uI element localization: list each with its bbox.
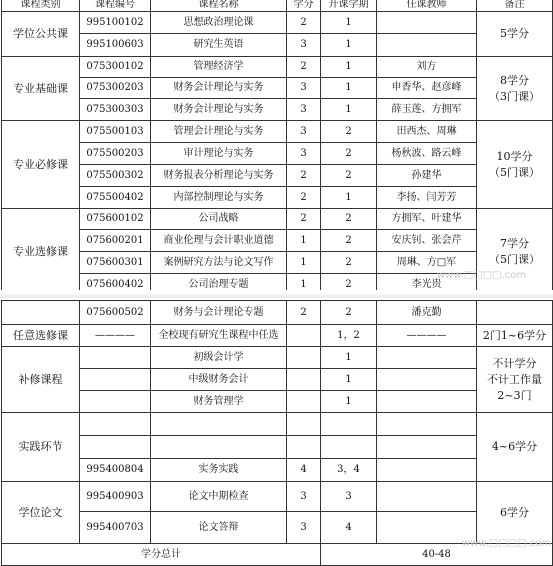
course-credit: 2 xyxy=(287,209,321,230)
course-teacher xyxy=(377,391,477,413)
course-credit: 3 xyxy=(287,143,321,165)
course-code: 075300102 xyxy=(80,57,151,78)
header-teacher: 任课教师 xyxy=(377,0,477,12)
course-code: 075600402 xyxy=(80,274,151,296)
course-code xyxy=(80,347,151,369)
table-row xyxy=(2,57,553,78)
course-term: 2 xyxy=(321,121,377,143)
course-code: 075600301 xyxy=(80,252,151,274)
course-term: 2 xyxy=(321,252,377,274)
course-name: 论文中期检查 xyxy=(151,482,287,512)
course-credit: 4 xyxy=(287,459,321,482)
course-name: 案例研究方法与论文写作 xyxy=(151,252,287,274)
note-line: 2~3门 xyxy=(497,388,532,402)
course-term: 1 xyxy=(321,347,377,369)
course-code: 995400703 xyxy=(80,512,151,544)
course-teacher xyxy=(377,413,477,436)
course-code xyxy=(80,436,151,459)
course-teacher xyxy=(377,482,477,512)
table-row xyxy=(2,143,553,165)
course-name: 内部控制理论与实务 xyxy=(151,187,287,209)
course-teacher: 李光贵 xyxy=(377,274,477,296)
course-table-bottom xyxy=(1,300,553,566)
course-teacher: 刘方 xyxy=(377,57,477,78)
course-name: 实务实践 xyxy=(151,459,287,482)
course-teacher: 孙建华 xyxy=(377,165,477,187)
course-name: 财务会计理论与实务 xyxy=(151,78,287,99)
course-teacher: 方拥军、叶建华 xyxy=(377,209,477,230)
table-row xyxy=(2,325,553,347)
course-name: 管理会计理论与实务 xyxy=(151,121,287,143)
course-term: 2 xyxy=(321,301,377,325)
header-term: 开课学期 xyxy=(321,0,377,12)
course-term: 1 xyxy=(321,187,377,209)
watermark-text: www.□□□□.com xyxy=(437,270,527,281)
category-label: 学位论文 xyxy=(2,482,80,544)
header-row xyxy=(2,0,553,12)
table-row xyxy=(2,413,553,436)
course-name xyxy=(151,413,287,436)
note-line: 8学分 xyxy=(500,73,529,87)
note-line: 不计学分 xyxy=(492,356,537,370)
course-table-top xyxy=(1,0,553,296)
note-line: （5门课） xyxy=(489,165,540,179)
course-name: 商业伦理与会计职业道德 xyxy=(151,230,287,252)
course-term xyxy=(321,436,377,459)
table-row xyxy=(2,301,553,325)
category-label: 实践环节 xyxy=(2,413,80,482)
course-term: 1 xyxy=(321,34,377,57)
category-note xyxy=(477,347,553,413)
category-note: 5学分 xyxy=(477,12,553,57)
course-code xyxy=(80,391,151,413)
table-row xyxy=(2,459,553,482)
category-label: 任意选修课 xyxy=(2,325,80,347)
course-term: 1 xyxy=(321,12,377,34)
table-row xyxy=(2,391,553,413)
course-name: 全校现有研究生课程中任选 xyxy=(151,325,287,347)
course-name: 财务会计理论与实务 xyxy=(151,99,287,121)
table-row xyxy=(2,436,553,459)
course-code: 075600201 xyxy=(80,230,151,252)
course-teacher: 申香华、赵彦峰 xyxy=(377,78,477,99)
course-name: 财务报表分析理论与实务 xyxy=(151,165,287,187)
course-credit: 2 xyxy=(287,187,321,209)
course-teacher: 潘克勤 xyxy=(377,301,477,325)
course-teacher xyxy=(377,347,477,369)
course-teacher xyxy=(377,34,477,57)
course-code: 075500302 xyxy=(80,165,151,187)
course-credit: 2 xyxy=(287,12,321,34)
page-break-shade xyxy=(0,294,553,298)
course-credit: 3 xyxy=(287,121,321,143)
course-term xyxy=(321,413,377,436)
course-term: 2 xyxy=(321,230,377,252)
category-label: 补修课程 xyxy=(2,347,80,413)
table-row xyxy=(2,99,553,121)
note-line: 10学分 xyxy=(496,149,533,163)
course-teacher xyxy=(377,369,477,391)
course-term: 1 xyxy=(321,369,377,391)
course-code: 995100603 xyxy=(80,34,151,57)
category-label: 专业基础课 xyxy=(2,57,80,121)
course-credit xyxy=(287,347,321,369)
course-name: 财务与会计理论专题 xyxy=(151,301,287,325)
course-term: 3 xyxy=(321,482,377,512)
course-credit: 3 xyxy=(287,34,321,57)
total-label: 学分总计 xyxy=(2,544,321,566)
course-teacher: 杨秋波、路云峰 xyxy=(377,143,477,165)
table-row xyxy=(2,12,553,34)
course-name xyxy=(151,436,287,459)
course-teacher xyxy=(377,459,477,482)
course-term: 2 xyxy=(321,209,377,230)
table-row xyxy=(2,369,553,391)
course-name: 管理经济学 xyxy=(151,57,287,78)
course-code xyxy=(80,369,151,391)
category-note: 2门1~6学分 xyxy=(477,325,553,347)
course-credit: 1 xyxy=(287,230,321,252)
category-note-continued xyxy=(477,301,553,325)
header-category: 课程类别 xyxy=(2,0,80,12)
course-name: 公司战略 xyxy=(151,209,287,230)
course-credit xyxy=(287,369,321,391)
category-label: 学位公共课 xyxy=(2,12,80,57)
category-note: 6学分 xyxy=(477,482,553,544)
table-row xyxy=(2,347,553,369)
course-credit: 3 xyxy=(287,512,321,544)
course-code: 075500402 xyxy=(80,187,151,209)
course-name: 中级财务会计 xyxy=(151,369,287,391)
course-term: 3，4 xyxy=(321,459,377,482)
table-row xyxy=(2,34,553,57)
course-teacher: 李扬、闫芳芳 xyxy=(377,187,477,209)
course-credit: 2 xyxy=(287,57,321,78)
header-credit: 学分 xyxy=(287,0,321,12)
course-name: 论文答辩 xyxy=(151,512,287,544)
table-row xyxy=(2,230,553,252)
category-label: 专业必修课 xyxy=(2,121,80,209)
category-label: 专业选修课 xyxy=(2,209,80,296)
course-credit: 3 xyxy=(287,99,321,121)
course-term: 2 xyxy=(321,274,377,296)
course-credit: 1 xyxy=(287,274,321,296)
watermark-text: www.□□□□.com xyxy=(462,538,552,549)
course-teacher xyxy=(377,12,477,34)
note-line: （5门课） xyxy=(489,253,540,266)
course-code: 995400903 xyxy=(80,482,151,512)
course-credit: 3 xyxy=(287,482,321,512)
category-note xyxy=(477,121,553,209)
course-credit: 3 xyxy=(287,78,321,99)
course-name: 财务管理学 xyxy=(151,391,287,413)
course-name: 初级会计学 xyxy=(151,347,287,369)
course-term: 4 xyxy=(321,512,377,544)
table-row xyxy=(2,482,553,512)
course-code: 075600102 xyxy=(80,209,151,230)
category-note: 4~6学分 xyxy=(477,413,553,482)
table-row xyxy=(2,187,553,209)
course-term: 1 xyxy=(321,391,377,413)
course-code: 995400804 xyxy=(80,459,151,482)
course-term: 1 xyxy=(321,78,377,99)
category-note xyxy=(477,57,553,121)
course-teacher xyxy=(377,436,477,459)
course-name: 公司治理专题 xyxy=(151,274,287,296)
course-credit xyxy=(287,391,321,413)
table-row xyxy=(2,121,553,143)
table-row xyxy=(2,165,553,187)
course-term: 1 xyxy=(321,57,377,78)
course-term: 2 xyxy=(321,165,377,187)
note-line: 7学分 xyxy=(500,237,529,250)
course-term: 1 xyxy=(321,99,377,121)
course-credit: 2 xyxy=(287,301,321,325)
course-credit xyxy=(287,413,321,436)
note-line: 不计工作量 xyxy=(487,372,542,386)
course-teacher: 薛玉莲、方拥军 xyxy=(377,99,477,121)
course-teacher: 安庆钊、张会芹 xyxy=(377,230,477,252)
course-code: 075300303 xyxy=(80,99,151,121)
header-name: 课程名称 xyxy=(151,0,287,12)
course-teacher: 田西杰、周琳 xyxy=(377,121,477,143)
course-term: 2 xyxy=(321,143,377,165)
note-line: （3门课） xyxy=(489,89,540,103)
course-teacher: 周琳、方□军 xyxy=(377,252,477,274)
category-note xyxy=(477,209,553,296)
course-credit xyxy=(287,436,321,459)
course-code xyxy=(80,413,151,436)
table-row xyxy=(2,78,553,99)
header-note: 备注 xyxy=(477,0,553,12)
course-name: 研究生英语 xyxy=(151,34,287,57)
course-code: 995100102 xyxy=(80,12,151,34)
course-code: ———— xyxy=(80,325,151,347)
total-value: 40-48 xyxy=(321,544,553,566)
course-name: 审计理论与实务 xyxy=(151,143,287,165)
course-term: 1，2 xyxy=(321,325,377,347)
course-teacher: ———— xyxy=(377,325,477,347)
course-code: 075500203 xyxy=(80,143,151,165)
header-code: 课程编号 xyxy=(80,0,151,12)
course-credit xyxy=(287,325,321,347)
course-credit: 1 xyxy=(287,252,321,274)
course-code: 075500103 xyxy=(80,121,151,143)
course-name: 思想政治理论课 xyxy=(151,12,287,34)
course-code: 075300203 xyxy=(80,78,151,99)
table-row xyxy=(2,209,553,230)
course-credit: 2 xyxy=(287,165,321,187)
course-code: 075600502 xyxy=(80,301,151,325)
category-label-continued xyxy=(2,301,80,325)
